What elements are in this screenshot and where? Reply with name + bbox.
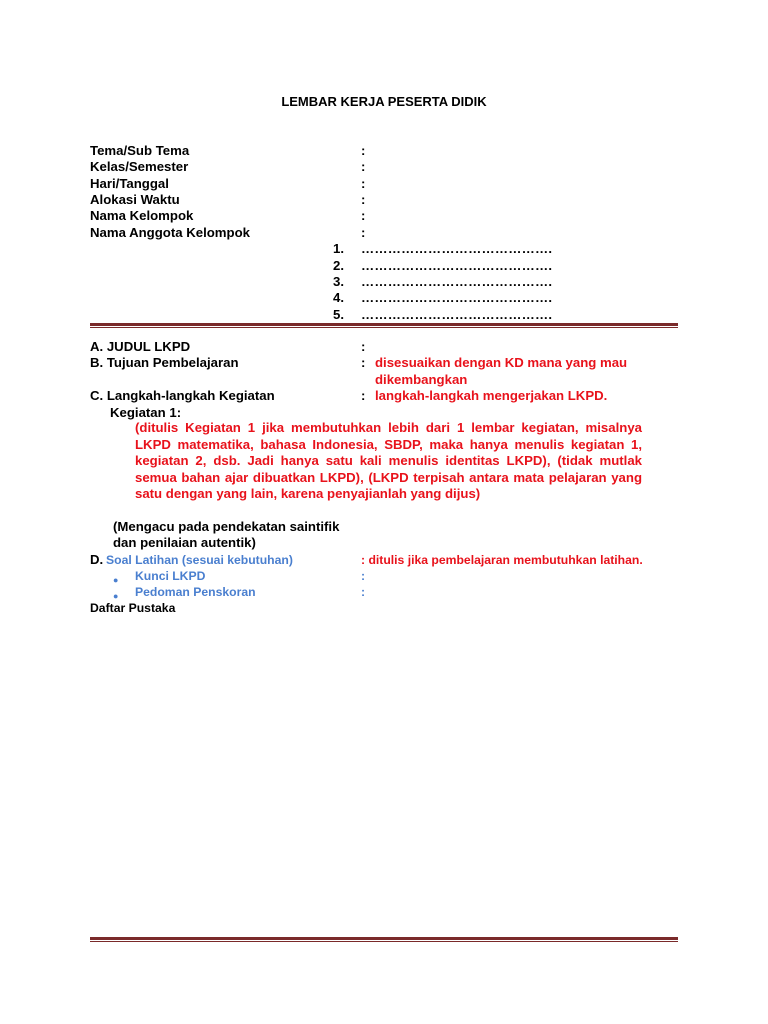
section-d-prefix: D. — [90, 552, 104, 567]
page-title: LEMBAR KERJA PESERTA DIDIK — [281, 94, 487, 109]
label-nama-kelompok: Nama Kelompok — [90, 208, 194, 223]
colon: : — [361, 339, 366, 354]
colon: : — [361, 159, 366, 174]
colon: : — [361, 176, 366, 191]
kegiatan-note: (ditulis Kegiatan 1 jika membutuhkan lebih dari 1 lembar kegiatan, misalnya LKPD matematika, bahasa Indonesia, SBDP, maka hanya menulis kegiatan 1, kegiatan 2, dsb. Jadi hanya satu kali menulis identitas LKPD), (tidak mutlak semua bahan ajar dibuatkan LKPD), (LKPD terpisah antara mata pelajaran yang satu dengan yang lain, karena penyajianlah yang dijus) — [135, 420, 642, 502]
member-blank: ……………………………………. — [361, 307, 553, 322]
label-tema: Tema/Sub Tema — [90, 143, 190, 158]
section-d-label: Soal Latihan (sesuai kebutuhan) — [106, 553, 293, 567]
label-alokasi: Alokasi Waktu — [90, 192, 180, 207]
member-blank: ……………………………………. — [361, 274, 553, 289]
mengacu-note-continued: dan penilaian autentik) — [113, 535, 256, 550]
member-number: 1. — [333, 241, 344, 256]
member-number: 4. — [333, 290, 344, 305]
section-c-label: C. Langkah-langkah Kegiatan — [90, 388, 275, 403]
bullet-icon: ● — [113, 591, 119, 601]
colon: : — [361, 143, 366, 158]
section-b-value-continued: dikembangkan — [375, 372, 468, 387]
section-b-value: disesuaikan dengan KD mana yang mau — [375, 355, 628, 370]
colon: : — [361, 208, 366, 223]
pedoman-label: Pedoman Penskoran — [135, 585, 256, 599]
daftar-pustaka: Daftar Pustaka — [90, 601, 176, 615]
section-b-label: B. Tujuan Pembelajaran — [90, 355, 239, 370]
label-anggota: Nama Anggota Kelompok — [90, 225, 250, 240]
colon: : — [361, 192, 366, 207]
kegiatan-label: Kegiatan 1: — [110, 405, 182, 420]
member-number: 3. — [333, 274, 344, 289]
section-c-value: langkah-langkah mengerjakan LKPD. — [375, 388, 608, 403]
colon: : — [361, 569, 366, 583]
colon: : — [361, 355, 366, 370]
section-divider — [90, 323, 678, 328]
label-hari: Hari/Tanggal — [90, 176, 169, 191]
member-blank: ……………………………………. — [361, 290, 553, 305]
label-kelas: Kelas/Semester — [90, 159, 189, 174]
member-blank: ……………………………………. — [361, 258, 553, 273]
kunci-label: Kunci LKPD — [135, 569, 206, 583]
member-blank: ……………………………………. — [361, 241, 553, 256]
section-d-value: : ditulis jika pembelajaran membutuhkan latihan. — [361, 553, 643, 567]
bullet-icon: ● — [113, 575, 119, 585]
footer-divider — [90, 937, 678, 942]
section-a-label: A. JUDUL LKPD — [90, 339, 191, 354]
colon: : — [361, 585, 366, 599]
mengacu-note: (Mengacu pada pendekatan saintifik — [113, 519, 340, 534]
member-number: 2. — [333, 258, 344, 273]
colon: : — [361, 388, 366, 403]
member-number: 5. — [333, 307, 344, 322]
colon: : — [361, 225, 366, 240]
